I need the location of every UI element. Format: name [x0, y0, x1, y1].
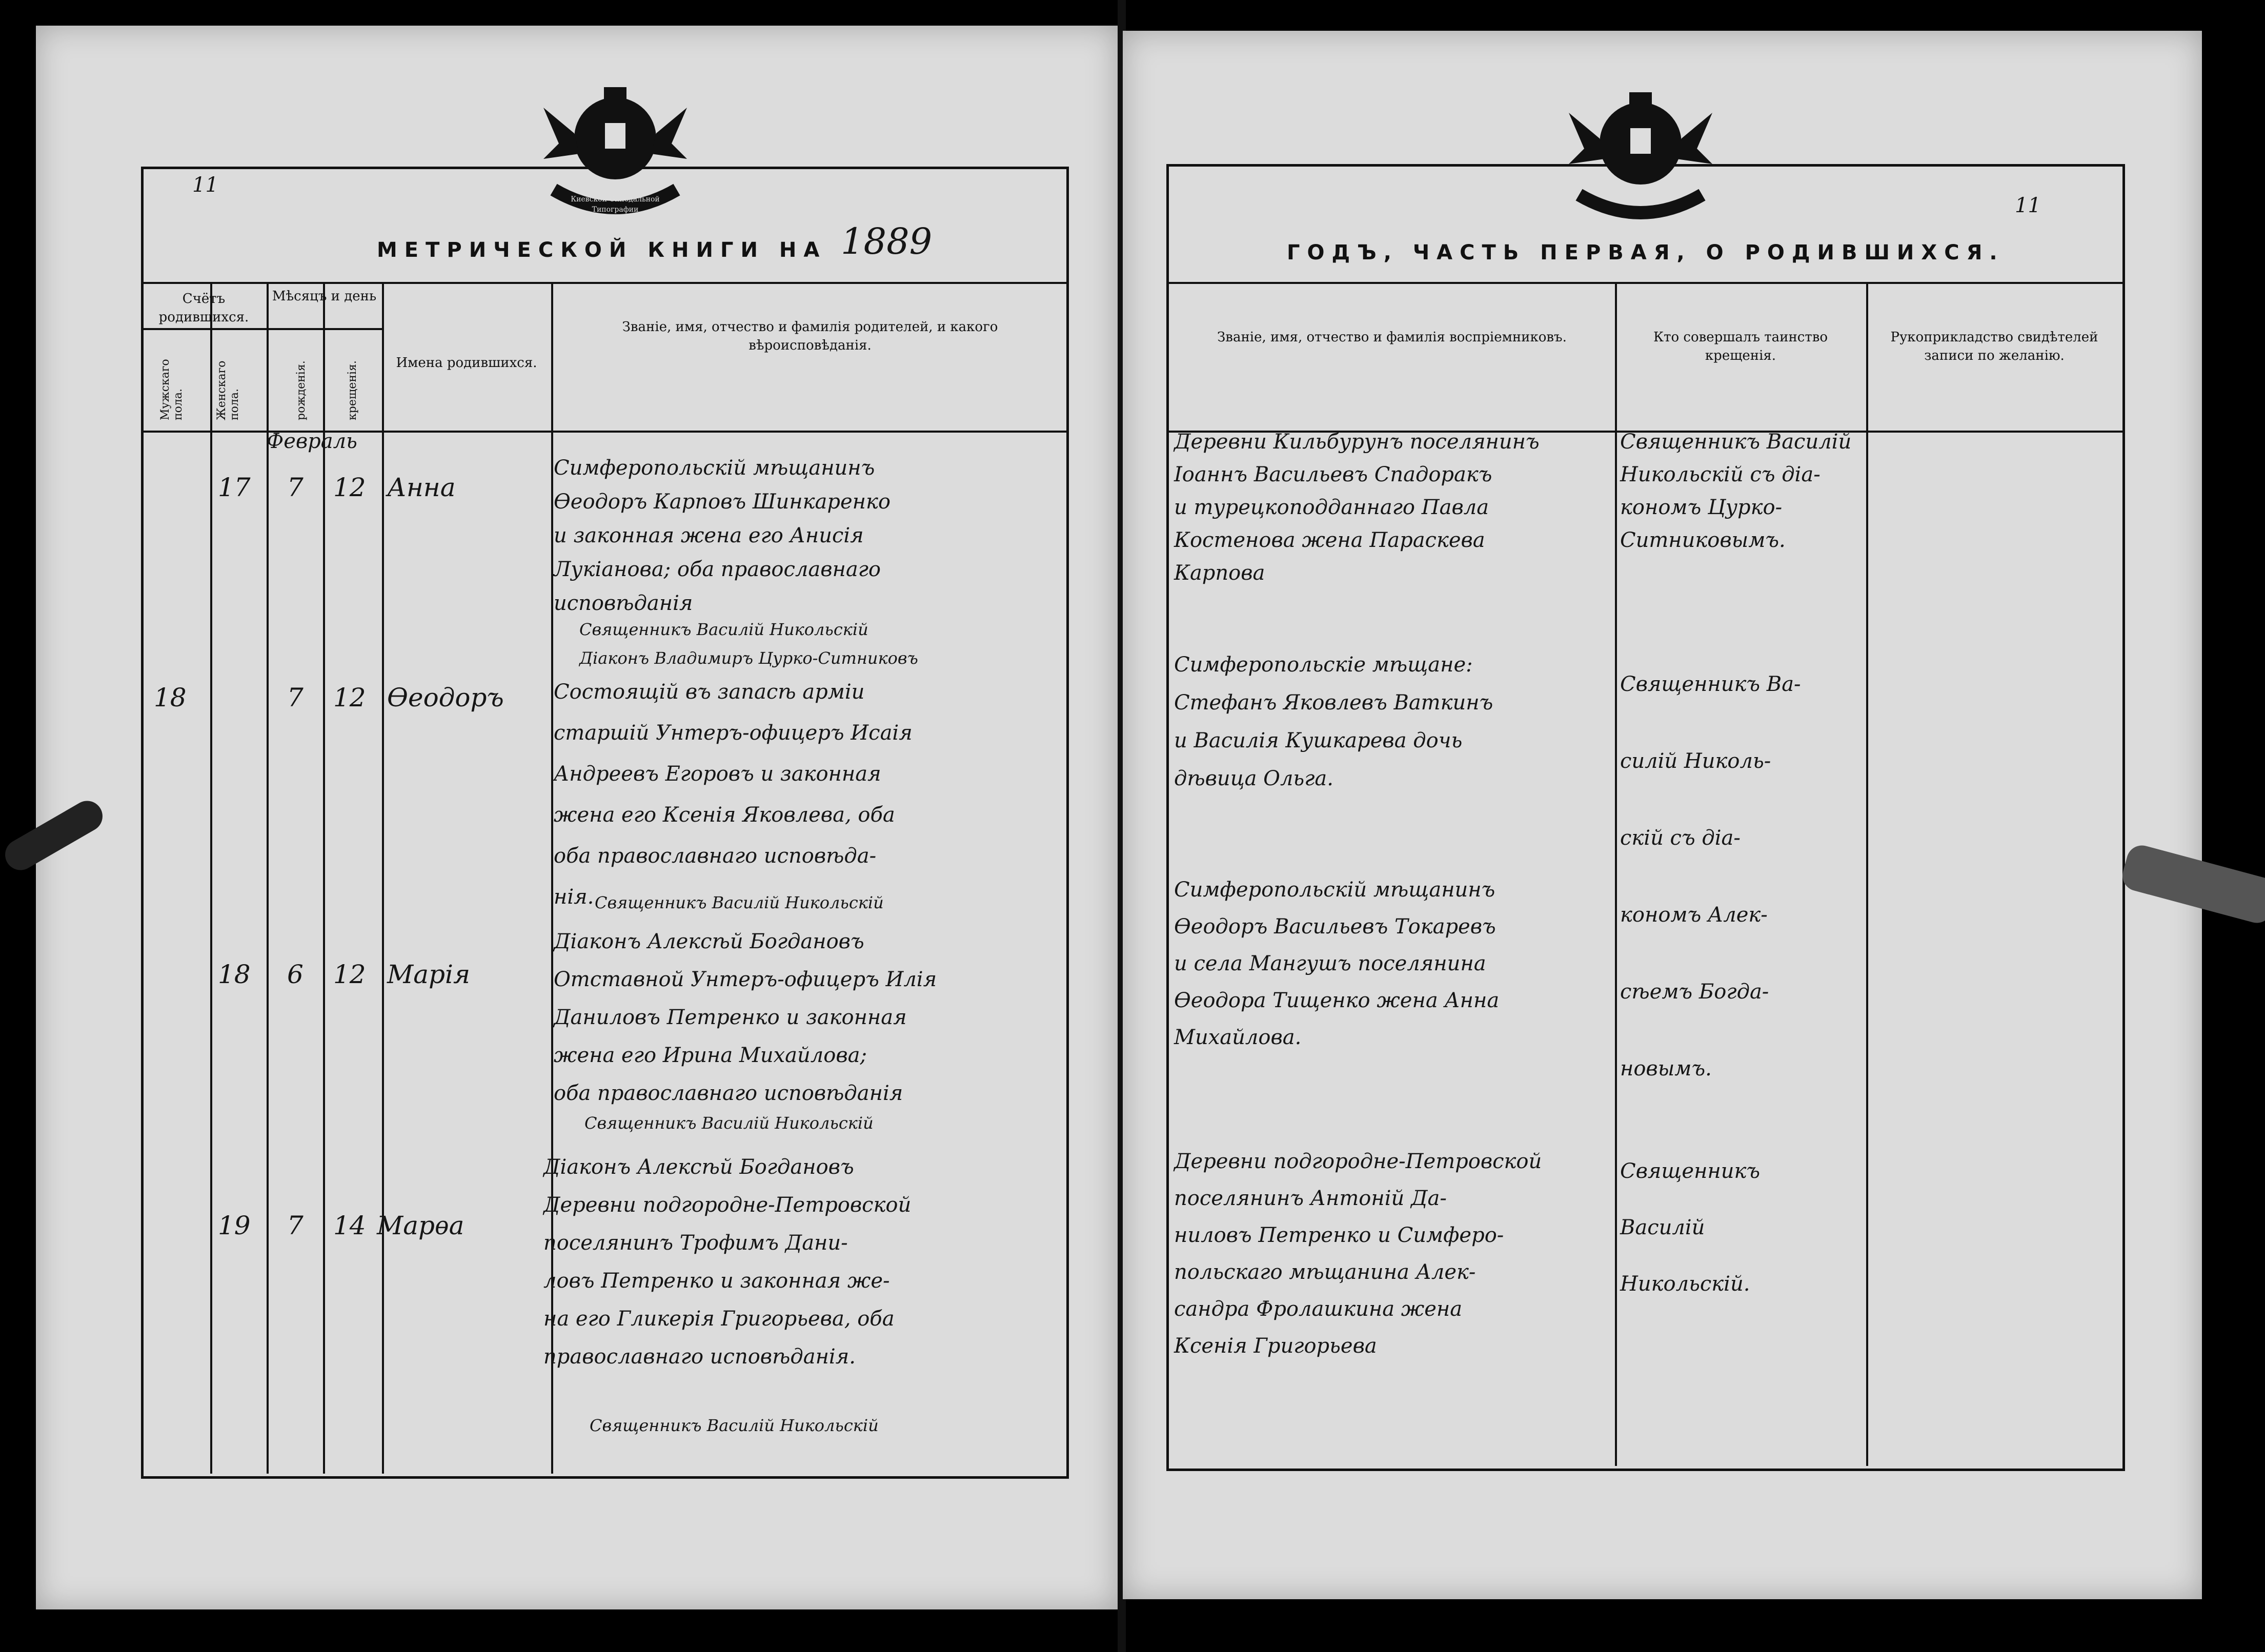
col-rule: [1615, 282, 1617, 1466]
record-female-count: 17: [218, 473, 251, 502]
record-parents-note: Священникъ Василій Никольскій Діаконъ Владимиръ Цурко-Ситниковъ: [579, 620, 918, 668]
record-baptized-day: 12: [333, 960, 366, 989]
page-number-right: 11: [2015, 194, 2041, 217]
col-header-names: Имена родившихся.: [396, 355, 537, 371]
seal-text: Киевской Синодальной Типографии: [571, 195, 660, 214]
col-header-male: Мужскаго пола.: [159, 359, 185, 420]
record-parents-note: Священникъ Василій Никольскій: [584, 1113, 874, 1133]
year-handwritten: 1889: [841, 220, 933, 262]
col-header-month-day: Мѣсяцъ и день: [272, 289, 377, 304]
record-born-day: 7: [287, 683, 304, 712]
record-godparents: Деревни Кильбурунъ поселянинъ Іоаннъ Васильевъ Спадоракъ и турецкоподданнаго Павла Костенова жена Параскева Карпова: [1174, 430, 1540, 585]
col-header-born: рожденія.: [295, 360, 308, 420]
page-number-left: 11: [192, 173, 218, 197]
record-child-name: Марія: [387, 960, 471, 989]
record-female-count: 18: [218, 960, 251, 989]
col-header-female: Женскаго пола.: [215, 360, 241, 420]
record-baptized-day: 12: [333, 473, 366, 502]
record-godparents: Деревни подгородне-Петровской поселянинъ Антоній Да- ниловъ Петренко и Симферо- польскаго мѣщанина Алек- сандра Фролашкина жена Ксенія Григорьева: [1174, 1150, 1542, 1358]
col-rule: [210, 282, 212, 1474]
month-note: Февраль: [267, 430, 357, 453]
col-header-godparents: Званіе, имя, отчество и фамилія воспріемниковъ.: [1217, 330, 1567, 345]
record-parents: Симферопольскій мѣщанинъ Ѳеодоръ Карповъ Шинкаренко и законная жена его Анисія Лукіанова; оба православнаго исповѣданія: [554, 456, 891, 615]
record-born-day: 6: [287, 960, 304, 989]
col-header-parents: Званіе, имя, отчество и фамилія родителей, и какого вѣроисповѣданія.: [622, 319, 998, 354]
record-parents: Діаконъ Алексѣй Богдановъ Отставной Унтеръ-офицеръ Илія Даниловъ Петренко и законная жена его Ирина Михайлова; оба православнаго исповѣданія: [554, 930, 937, 1105]
col-header-performer: Кто совершалъ таинство крещенія.: [1653, 330, 1828, 364]
left-title: МЕТРИЧЕСКОЙ КНИГИ НА: [377, 238, 827, 262]
header-rule: [141, 282, 1066, 284]
record-godparents: Симферопольскіе мѣщане: Стефанъ Яковлевъ Ваткинъ и Василія Кушкарева дочь дѣвица Ольга.: [1174, 653, 1493, 790]
col-rule: [1866, 282, 1868, 1466]
col-rule: [382, 282, 384, 1474]
record-parents-note: Священникъ Василій Никольскій: [590, 1416, 879, 1435]
col-header-count: Счётъ родившихся.: [158, 291, 249, 325]
record-godparents: Симферопольскій мѣщанинъ Ѳеодоръ Васильевъ Токаревъ и села Мангушъ поселянина Ѳеодора Тищенко жена Анна Михайлова.: [1174, 878, 1500, 1049]
record-performer: Священникъ Василій Никольскій.: [1620, 1159, 1761, 1296]
double-headed-eagle-icon: [1564, 77, 1717, 231]
record-performer: Священникъ Ва- силій Николь- скій съ діа- кономъ Алек- сѣемъ Богда- новымъ.: [1620, 672, 1801, 1080]
col-header-baptized: крещенія.: [346, 360, 359, 420]
record-performer: Священникъ Василій Никольскій съ діа- кономъ Цурко- Ситниковымъ.: [1620, 430, 1852, 552]
record-born-day: 7: [287, 1211, 304, 1240]
record-parents-note: Священникъ Василій Никольскій: [595, 893, 884, 912]
record-baptized-day: 12: [333, 683, 366, 712]
record-female-count: 19: [218, 1211, 251, 1240]
record-baptized-day: 14: [333, 1211, 366, 1240]
right-title: ГОДЪ, ЧАСТЬ ПЕРВАЯ, О РОДИВШИХСЯ.: [1287, 241, 2005, 264]
record-child-name: Анна: [387, 473, 456, 502]
record-parents: Діаконъ Алексѣй Богдановъ Деревни подгородне-Петровской поселянинъ Трофимъ Дани- ловъ Петренко и законная же- на его Гликерія Григорьева, оба православнаго исповѣданія.: [543, 1155, 912, 1369]
header-rule: [1166, 282, 2122, 284]
record-child-name: Марѳа: [377, 1211, 464, 1240]
record-child-name: Ѳеодоръ: [387, 683, 504, 712]
record-male-count: 18: [154, 683, 187, 712]
record-born-day: 7: [287, 473, 304, 502]
record-parents: Состоящій въ запасѣ арміи старшій Унтеръ-офицеръ Исаія Андреевъ Егоровъ и законная жена его Ксенія Яковлева, оба оба православнаго исповѣда- нія.: [554, 680, 913, 909]
header-rule: [267, 328, 382, 330]
col-header-witness: Рукоприкладство свидѣтелей записи по желанію.: [1890, 330, 2098, 364]
